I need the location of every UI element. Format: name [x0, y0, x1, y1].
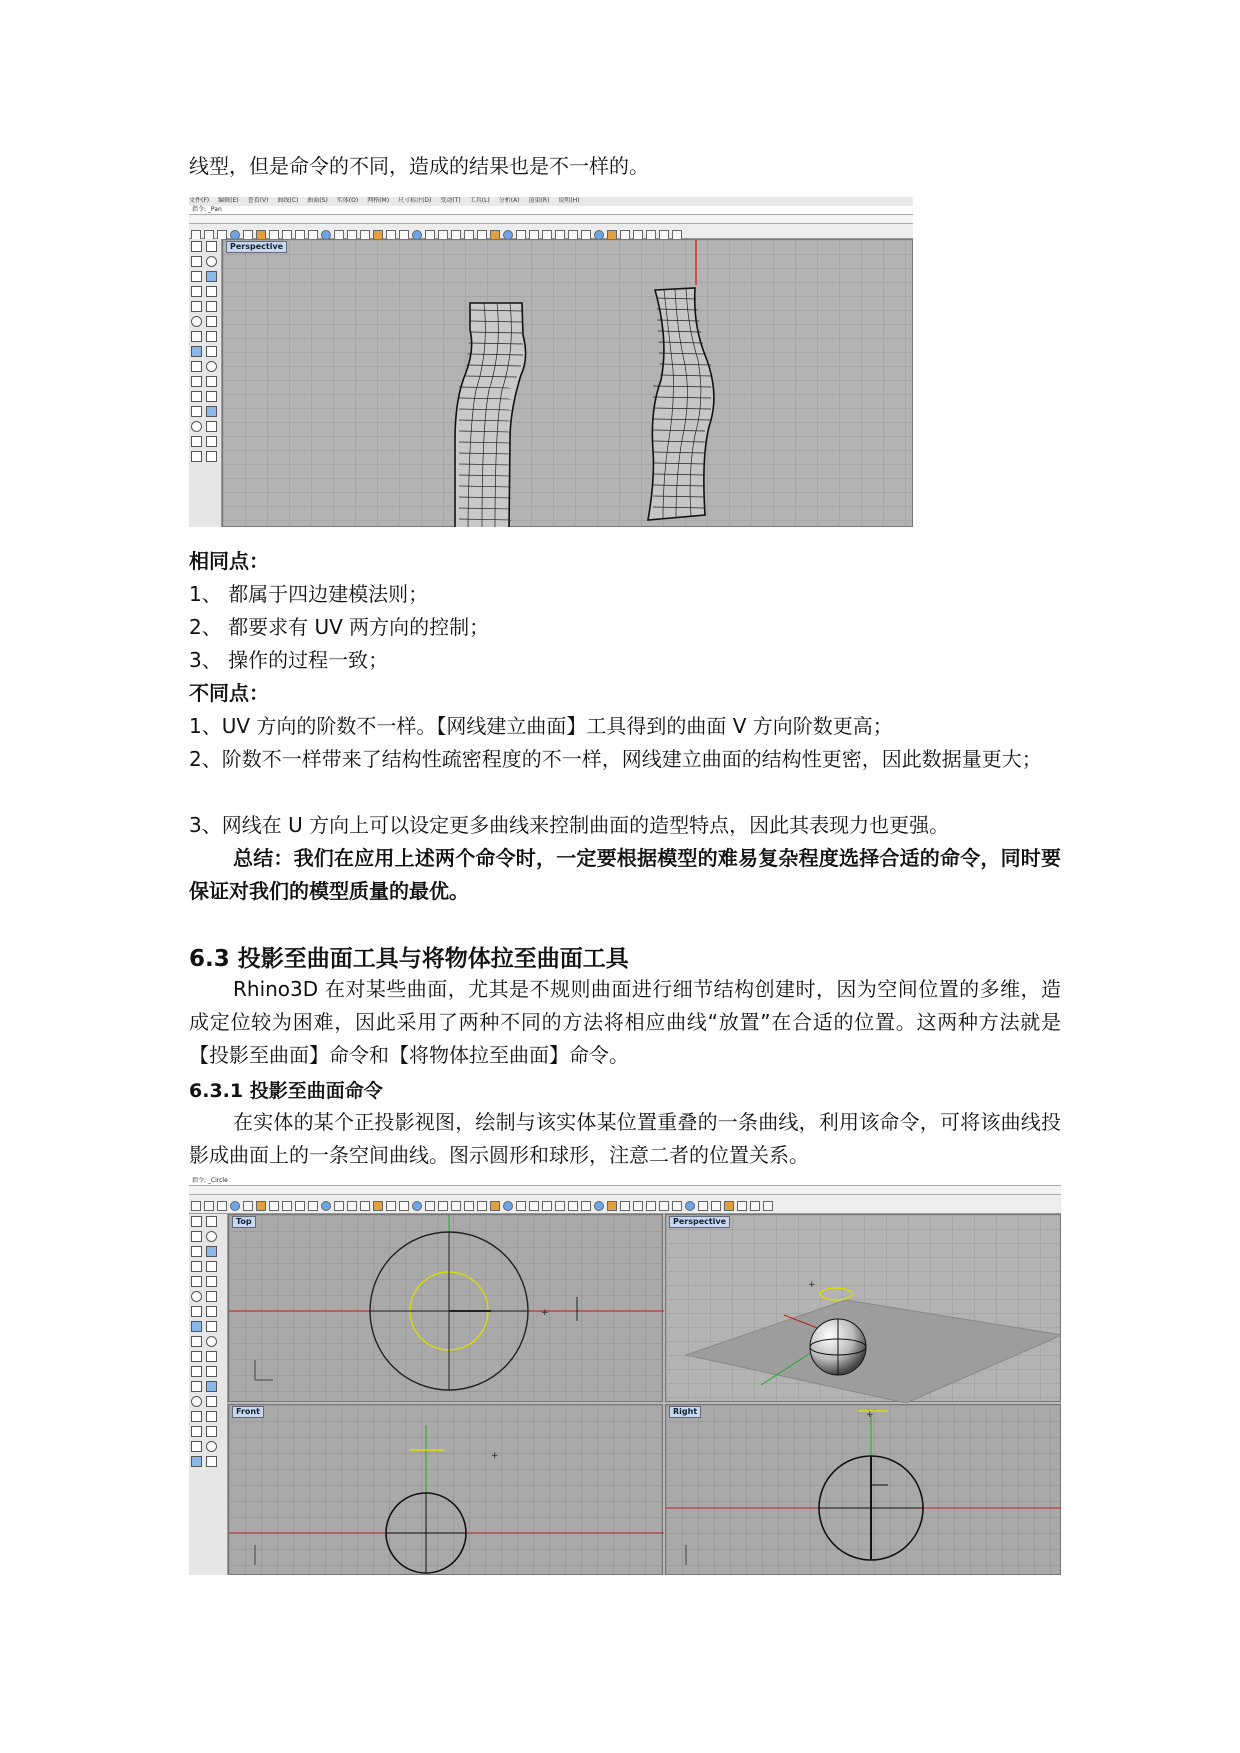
svg-text:+: +: [808, 1280, 816, 1290]
tool-icon[interactable]: [204, 230, 214, 240]
tool-icon[interactable]: [399, 1201, 409, 1211]
command-options: [189, 1186, 1061, 1195]
svg-text:+: +: [541, 1308, 549, 1318]
tool-icon[interactable]: [206, 316, 217, 327]
tool-icon[interactable]: [191, 331, 202, 342]
toolbar: [189, 1195, 1061, 1214]
command-options: [189, 215, 913, 224]
same-heading: 相同点：: [189, 549, 269, 573]
tool-icon[interactable]: [386, 1201, 396, 1211]
top-view-drawing: [229, 1215, 664, 1403]
tool-icon[interactable]: [321, 230, 331, 240]
tool-icon[interactable]: [243, 230, 253, 240]
tool-icon[interactable]: [206, 1456, 217, 1467]
tool-icon[interactable]: [659, 230, 669, 240]
tool-icon[interactable]: [568, 1201, 578, 1211]
tool-icon[interactable]: [191, 376, 202, 387]
tool-icon[interactable]: [191, 361, 202, 372]
tool-icon[interactable]: [308, 1201, 318, 1211]
tool-icon[interactable]: [191, 1321, 202, 1332]
subsection-title: 6.3.1 投影至曲面命令: [189, 1080, 383, 1102]
tool-icon[interactable]: [206, 451, 217, 462]
tool-icon[interactable]: [206, 1366, 217, 1377]
tool-icon[interactable]: [412, 230, 422, 240]
menu-item[interactable]: 网格(M): [367, 197, 390, 204]
tool-icon[interactable]: [516, 1201, 526, 1211]
rhino-screenshot-2: [189, 1177, 1061, 1575]
tool-icon[interactable]: [607, 230, 617, 240]
tool-sidebar: [189, 1214, 228, 1575]
tool-icon[interactable]: [217, 1201, 227, 1211]
tool-icon[interactable]: [477, 230, 487, 240]
tool-icon[interactable]: [594, 1201, 604, 1211]
tool-icon[interactable]: [191, 1396, 202, 1407]
tool-icon[interactable]: [763, 1201, 773, 1211]
tool-icon[interactable]: [360, 230, 370, 240]
summary-paragraph: 总结：我们在应用上述两个命令时，一定要根据模型的难易复杂程度选择合适的命令，同时要保证对我们的模型质量的最优。: [189, 846, 1061, 903]
tool-icon[interactable]: [659, 1201, 669, 1211]
menu-bar: [189, 197, 913, 206]
tool-icon[interactable]: [191, 451, 202, 462]
tool-icon[interactable]: [438, 230, 448, 240]
tool-icon[interactable]: [206, 346, 217, 357]
tool-icon[interactable]: [347, 1201, 357, 1211]
tool-icon[interactable]: [503, 230, 513, 240]
tool-icon[interactable]: [206, 286, 217, 297]
diff-item-1: 1、UV 方向的阶数不一样。【网线建立曲面】工具得到的曲面 V 方向阶数更高；: [189, 714, 893, 738]
menu-item[interactable]: 实体(O): [336, 197, 359, 204]
tool-icon[interactable]: [191, 1456, 202, 1467]
tool-icon[interactable]: [750, 1201, 760, 1211]
menu-item[interactable]: 曲面(S): [307, 197, 328, 204]
tool-icon[interactable]: [191, 230, 201, 240]
viewport-label: Top: [232, 1216, 256, 1228]
tool-icon[interactable]: [269, 230, 279, 240]
menu-item[interactable]: 查看(V): [247, 197, 269, 204]
tool-icon[interactable]: [269, 1201, 279, 1211]
tool-icon[interactable]: [191, 271, 202, 282]
right-viewport: [665, 1404, 1061, 1575]
tool-icon[interactable]: [555, 1201, 565, 1211]
rhino-screenshot-1: [189, 197, 913, 527]
tool-icon[interactable]: [191, 1261, 202, 1272]
tool-icon[interactable]: [542, 230, 552, 240]
tool-icon[interactable]: [295, 230, 305, 240]
tool-icon[interactable]: [581, 230, 591, 240]
section-paragraph: Rhino3D 在对某些曲面，尤其是不规则曲面进行细节结构创建时，因为空间位置的多维，造成定位较为困难，因此采用了两种不同的方法将相应曲线“放置”在合适的位置。这两种方法就是【投影至曲面】命令和【将物体拉至曲面】命令。: [189, 977, 1061, 1067]
tool-icon[interactable]: [206, 391, 217, 402]
tool-icon[interactable]: [334, 1201, 344, 1211]
tool-icon[interactable]: [698, 1201, 708, 1211]
tool-icon[interactable]: [191, 1201, 201, 1211]
surfaces-drawing: [223, 240, 913, 527]
tool-icon[interactable]: [206, 1306, 217, 1317]
top-viewport: [228, 1214, 663, 1402]
tool-sidebar: [189, 239, 222, 527]
tool-icon[interactable]: [594, 230, 604, 240]
tool-icon[interactable]: [646, 1201, 656, 1211]
tool-icon[interactable]: [477, 1201, 487, 1211]
tool-icon[interactable]: [308, 230, 318, 240]
tool-icon[interactable]: [206, 1411, 217, 1422]
tool-icon[interactable]: [206, 1216, 217, 1227]
tool-icon[interactable]: [191, 1381, 202, 1392]
tool-icon[interactable]: [672, 1201, 682, 1211]
perspective-viewport: [665, 1214, 1061, 1402]
tool-icon[interactable]: [633, 230, 643, 240]
tool-icon[interactable]: [191, 1276, 202, 1287]
tool-icon[interactable]: [724, 1201, 734, 1211]
tool-icon[interactable]: [737, 1201, 747, 1211]
perspective-view-drawing: [666, 1215, 1061, 1403]
tool-icon[interactable]: [672, 230, 682, 240]
tool-icon[interactable]: [206, 436, 217, 447]
right-view-drawing: [666, 1405, 1061, 1575]
tool-icon[interactable]: [191, 1351, 202, 1362]
same-item-3: 3、 操作的过程一致；: [189, 648, 389, 672]
tool-icon[interactable]: [464, 1201, 474, 1211]
tool-icon[interactable]: [191, 256, 202, 267]
tool-icon[interactable]: [438, 1201, 448, 1211]
diff-item-2: 2、阶数不一样带来了结构性疏密程度的不一样，网线建立曲面的结构性更密，因此数据量更大；: [189, 747, 1042, 771]
tool-icon[interactable]: [711, 1201, 721, 1211]
tool-icon[interactable]: [206, 406, 217, 417]
tool-icon[interactable]: [243, 1201, 253, 1211]
tool-icon[interactable]: [191, 1306, 202, 1317]
tool-icon[interactable]: [633, 1201, 643, 1211]
tool-icon[interactable]: [191, 1366, 202, 1377]
tool-icon[interactable]: [191, 1291, 202, 1302]
tool-icon[interactable]: [191, 406, 202, 417]
tool-icon[interactable]: [191, 421, 202, 432]
tool-icon[interactable]: [412, 1201, 422, 1211]
command-line: 指令: _Circle: [189, 1177, 1061, 1186]
tool-icon[interactable]: [206, 1291, 217, 1302]
svg-text:+: +: [866, 1410, 874, 1420]
section-title: 6.3 投影至曲面工具与将物体拉至曲面工具: [189, 946, 629, 972]
svg-text:+: +: [491, 1451, 499, 1461]
tool-icon[interactable]: [206, 1426, 217, 1437]
tool-icon[interactable]: [206, 331, 217, 342]
tool-icon[interactable]: [206, 1396, 217, 1407]
tool-icon[interactable]: [206, 1246, 217, 1257]
tool-icon[interactable]: [529, 1201, 539, 1211]
tool-icon[interactable]: [206, 271, 217, 282]
tool-icon[interactable]: [360, 1201, 370, 1211]
tool-icon[interactable]: [206, 1231, 217, 1242]
tool-icon[interactable]: [451, 230, 461, 240]
front-view-drawing: [229, 1405, 664, 1575]
tool-icon[interactable]: [206, 1381, 217, 1392]
tool-icon[interactable]: [425, 230, 435, 240]
diff-heading: 不同点：: [189, 681, 269, 705]
tool-icon[interactable]: [230, 230, 240, 240]
tool-icon[interactable]: [425, 1201, 435, 1211]
tool-icon[interactable]: [206, 1351, 217, 1362]
same-item-1: 1、 都属于四边建模法则；: [189, 582, 429, 606]
tool-icon[interactable]: [334, 230, 344, 240]
tool-icon[interactable]: [206, 301, 217, 312]
tool-icon[interactable]: [347, 230, 357, 240]
tool-icon[interactable]: [620, 1201, 630, 1211]
tool-icon[interactable]: [206, 256, 217, 267]
tool-icon[interactable]: [282, 230, 292, 240]
tool-icon[interactable]: [191, 1216, 202, 1227]
tool-icon[interactable]: [490, 1201, 500, 1211]
menu-item[interactable]: 工具(L): [469, 197, 490, 204]
tool-icon[interactable]: [295, 1201, 305, 1211]
tool-icon[interactable]: [206, 1321, 217, 1332]
tool-icon[interactable]: [230, 1201, 240, 1211]
tool-icon[interactable]: [490, 230, 500, 240]
tool-icon[interactable]: [256, 230, 266, 240]
tool-icon[interactable]: [191, 1411, 202, 1422]
tool-icon[interactable]: [191, 1336, 202, 1347]
viewport-label: Front: [232, 1406, 264, 1418]
menu-item[interactable]: 渲染(R): [528, 197, 550, 204]
tool-icon[interactable]: [191, 241, 202, 252]
menu-item[interactable]: 曲线(C): [277, 197, 299, 204]
viewport-label: Perspective: [226, 241, 287, 253]
tool-icon[interactable]: [607, 1201, 617, 1211]
tool-icon[interactable]: [321, 1201, 331, 1211]
tool-icon[interactable]: [191, 286, 202, 297]
tool-icon[interactable]: [191, 301, 202, 312]
tool-icon[interactable]: [256, 1201, 266, 1211]
tool-icon[interactable]: [529, 230, 539, 240]
tool-icon[interactable]: [386, 230, 396, 240]
tool-icon[interactable]: [191, 1246, 202, 1257]
tool-icon[interactable]: [373, 1201, 383, 1211]
tool-icon[interactable]: [206, 1441, 217, 1452]
toolbar: [189, 224, 913, 239]
menu-item[interactable]: 变动(T): [440, 197, 461, 204]
tool-icon[interactable]: [568, 230, 578, 240]
tool-icon[interactable]: [191, 436, 202, 447]
tool-icon[interactable]: [191, 1426, 202, 1437]
tool-icon[interactable]: [217, 230, 227, 240]
tool-icon[interactable]: [204, 1201, 214, 1211]
subsection-paragraph: 在实体的某个正投影视图，绘制与该实体某位置重叠的一条曲线，利用该命令，可将该曲线投影成曲面上的一条空间曲线。图示圆形和球形，注意二者的位置关系。: [189, 1110, 1061, 1167]
tool-icon[interactable]: [685, 1201, 695, 1211]
perspective-viewport: [222, 239, 913, 527]
tool-icon[interactable]: [399, 230, 409, 240]
menu-item[interactable]: 文件(F): [189, 197, 210, 204]
tool-icon[interactable]: [646, 230, 656, 240]
tool-icon[interactable]: [503, 1201, 513, 1211]
tool-icon[interactable]: [206, 1336, 217, 1347]
tool-icon[interactable]: [464, 230, 474, 240]
viewport-label: Perspective: [669, 1216, 730, 1228]
tool-icon[interactable]: [191, 391, 202, 402]
tool-icon[interactable]: [581, 1201, 591, 1211]
tool-icon[interactable]: [206, 361, 217, 372]
tool-icon[interactable]: [191, 346, 202, 357]
tool-icon[interactable]: [191, 1441, 202, 1452]
tool-icon[interactable]: [206, 1276, 217, 1287]
menu-item[interactable]: 说明(H): [558, 197, 580, 204]
tool-icon[interactable]: [191, 316, 202, 327]
tool-icon[interactable]: [373, 230, 383, 240]
same-item-2: 2、 都要求有 UV 两方向的控制；: [189, 615, 490, 639]
tool-icon[interactable]: [516, 230, 526, 240]
viewport-label: Right: [669, 1406, 701, 1418]
tool-icon[interactable]: [191, 1231, 202, 1242]
tool-icon[interactable]: [620, 230, 630, 240]
intro-paragraph: 线型，但是命令的不同，造成的结果也是不一样的。: [189, 154, 649, 178]
command-line: 指令: _Pan: [189, 206, 913, 215]
tool-icon[interactable]: [206, 421, 217, 432]
menu-item[interactable]: 编辑(E): [218, 197, 239, 204]
tool-icon[interactable]: [206, 241, 217, 252]
tool-icon[interactable]: [451, 1201, 461, 1211]
menu-item[interactable]: 尺寸标注(D): [398, 197, 432, 204]
front-viewport: [228, 1404, 663, 1575]
tool-icon[interactable]: [542, 1201, 552, 1211]
diff-item-3: 3、网线在 U 方向上可以设定更多曲线来控制曲面的造型特点，因此其表现力也更强。: [189, 813, 950, 837]
tool-icon[interactable]: [206, 1261, 217, 1272]
tool-icon[interactable]: [282, 1201, 292, 1211]
tool-icon[interactable]: [206, 376, 217, 387]
menu-item[interactable]: 分析(A): [498, 197, 520, 204]
tool-icon[interactable]: [555, 230, 565, 240]
